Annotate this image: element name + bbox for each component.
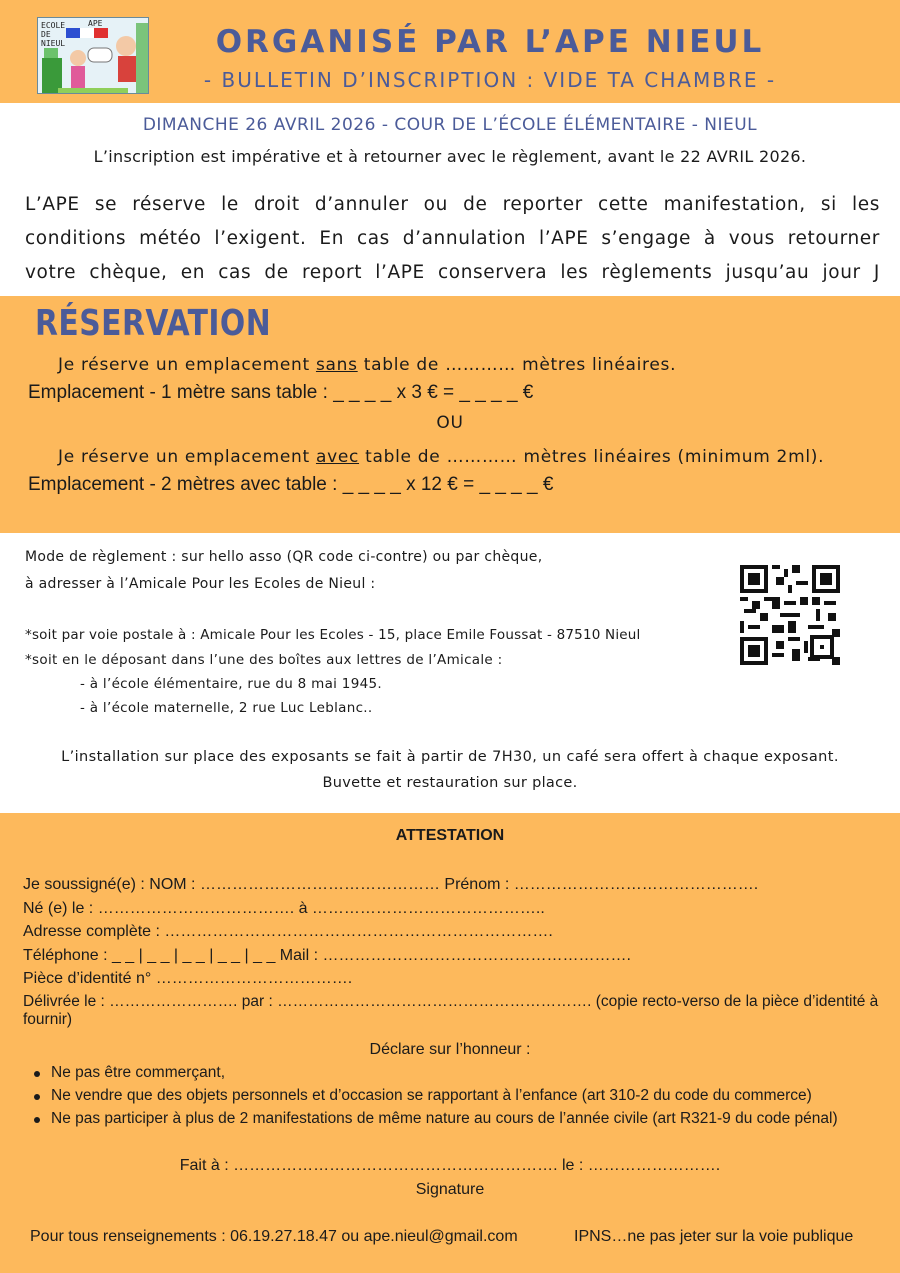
payment-postal: *soit par voie postale à : Amicale Pour les Ecoles - 15, place Emile Foussat - 87510 Nieul <box>25 627 641 643</box>
line-text: table de ………… mètres linéaires (minimum 2ml). <box>359 447 825 467</box>
line-text: Je réserve un emplacement <box>58 355 316 375</box>
paragraph-line: votre chèque, en cas de report l’APE conservera les règlements jusqu’au jour J <box>25 262 880 283</box>
page-title: ORGANISÉ PAR L’APE NIEUL <box>215 24 765 60</box>
reservation-line-without-table <box>58 355 676 375</box>
mailbox-elementary: - à l’école élémentaire, rue du 8 mai 1945. <box>80 676 382 692</box>
price-without-table: Emplacement - 1 mètre sans table : _ _ _ _ x 3 € = _ _ _ _ € <box>28 382 534 403</box>
logo-text-school: ECOLE DE NIEUL <box>41 21 66 48</box>
field-issued: Délivrée le : ……………………. par : ……………………………………………………. (copie recto-verso de la pièce d’identité à fournir) <box>23 993 879 1028</box>
mailbox-maternelle: - à l’école maternelle, 2 rue Luc Leblanc.. <box>80 700 373 716</box>
reservation-line-with-table <box>58 447 824 467</box>
paragraph-line: L’APE se réserve le droit d’annuler ou de reporter cette manifestation, si les <box>25 194 880 215</box>
school-logo <box>37 17 149 94</box>
line-text: Je réserve un emplacement <box>58 447 316 467</box>
buvette-info: Buvette et restauration sur place. <box>322 775 578 791</box>
payment-address-intro: à adresser à l’Amicale Pour les Ecoles de Nieul : <box>25 576 376 592</box>
deadline-notice: L’inscription est impérative et à retourner avec le règlement, avant le 22 AVRIL 2026. <box>93 147 807 166</box>
cancellation-paragraph <box>25 188 880 290</box>
qr-code-icon[interactable] <box>740 565 840 665</box>
signature-label: Signature <box>415 1181 485 1198</box>
ipns-notice: IPNS…ne pas jeter sur la voie publique <box>574 1228 854 1245</box>
bullet-icon <box>34 1071 40 1077</box>
underlined-word: avec <box>315 447 360 467</box>
logo-text-ape: APE <box>88 19 103 28</box>
event-date: DIMANCHE 26 AVRIL 2026 - COUR DE L’ÉCOLE ÉLÉMENTAIRE - NIEUL <box>142 115 758 135</box>
declaration-item: Ne pas être commerçant, <box>51 1064 226 1081</box>
price-with-table: Emplacement - 2 mètres avec table : _ _ _ _ x 12 € = _ _ _ _ € <box>28 474 554 495</box>
field-birth: Né (e) le : ………………………………. à …………………………………….. <box>23 900 545 917</box>
payment-mode: Mode de règlement : sur hello asso (QR code ci-contre) ou par chèque, <box>25 549 543 565</box>
underlined-word: sans <box>315 355 358 375</box>
field-phone-mail: Téléphone : _ _ | _ _ | _ _ | _ _ | _ _ Mail : …………………………………………………. <box>23 947 631 964</box>
reservation-heading: RÉSERVATION <box>35 303 272 344</box>
bullet-icon <box>34 1117 40 1123</box>
field-id-number: Pièce d’identité n° ………………………………. <box>23 970 353 987</box>
field-name: Je soussigné(e) : NOM : ……………………………………… Prénom : ………………………………………. <box>23 876 759 893</box>
field-address: Adresse complète : ………………………………………………………………. <box>23 923 553 940</box>
installation-info: L’installation sur place des exposants se fait à partir de 7H30, un café sera offert à chaque exposant. <box>61 749 839 765</box>
contact-info: Pour tous renseignements : 06.19.27.18.47 ou ape.nieul@gmail.com <box>30 1228 518 1245</box>
declaration-item: Ne pas participer à plus de 2 manifestations de même nature au cours de l’année civile (art R321-9 du code pénal) <box>51 1110 838 1127</box>
paragraph-line: conditions météo l’exigent. En cas d’annulation l’APE s’engage à vous retourner <box>25 228 880 249</box>
fait-a-line: Fait à : ……………………………………………………. le : ……………………. <box>179 1157 721 1174</box>
page-subtitle: - BULLETIN D’INSCRIPTION : VIDE TA CHAMBRE - <box>203 68 777 92</box>
declaration-item: Ne vendre que des objets personnels et d’occasion se rapportant à l’enfance (art 310-2 du code du commerce) <box>51 1087 812 1104</box>
declare-heading: Déclare sur l’honneur : <box>369 1041 531 1058</box>
payment-mailbox: *soit en le déposant dans l’une des boîtes aux lettres de l’Amicale : <box>25 652 503 668</box>
attestation-heading: ATTESTATION <box>395 827 505 844</box>
line-text: table de ………… mètres linéaires. <box>357 355 677 375</box>
or-separator: OU <box>436 413 464 433</box>
bullet-icon <box>34 1094 40 1100</box>
